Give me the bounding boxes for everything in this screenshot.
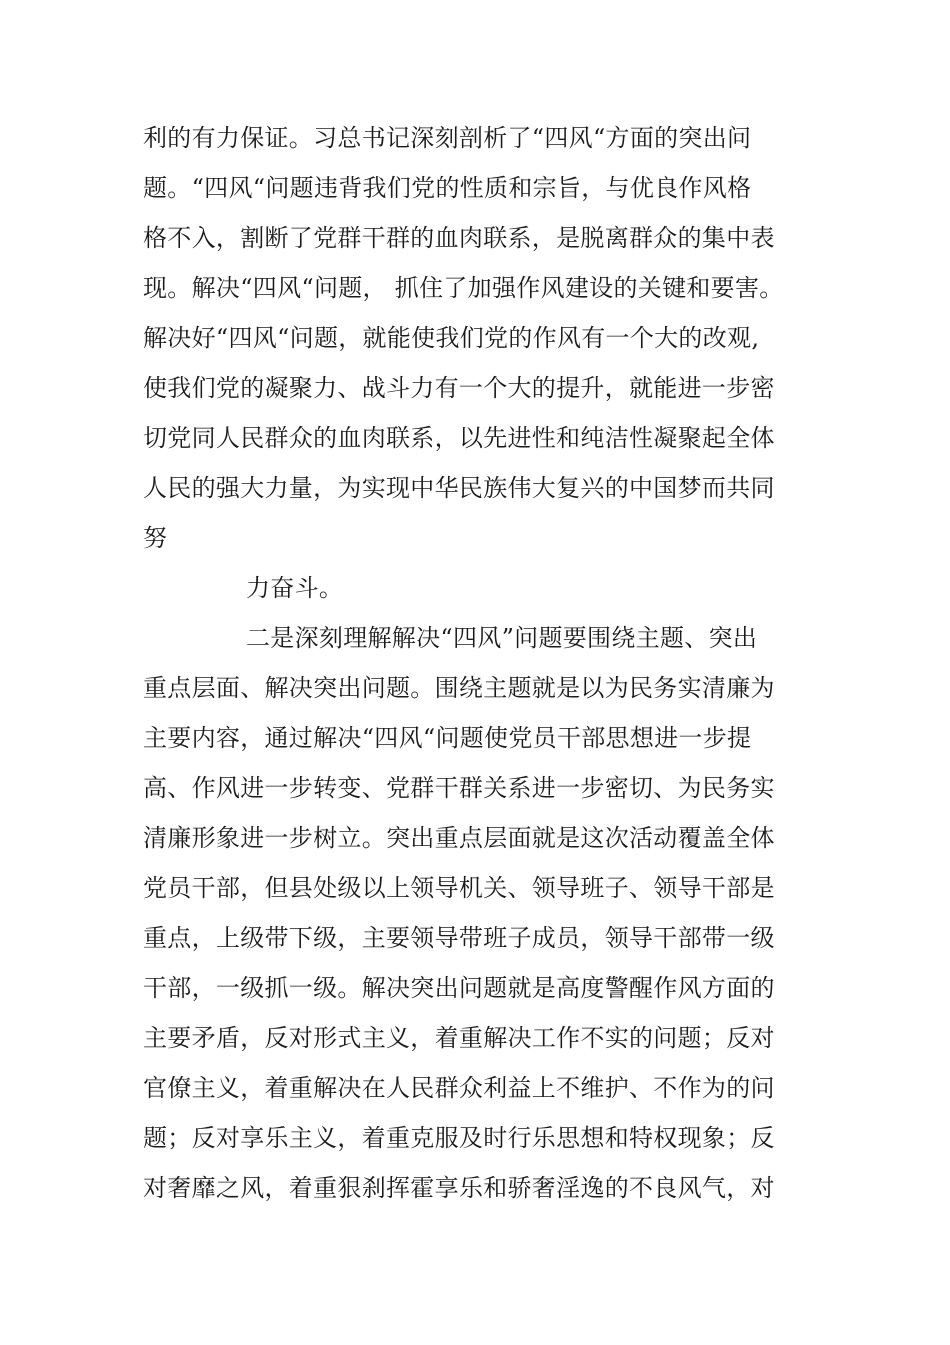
text-line: 主要矛盾，反对形式主义，着重解决工作不实的问题；反对 [143, 1024, 775, 1052]
text-line: 高、作风进一步转变、党群干群关系进一步密切、为民务实 [143, 774, 775, 802]
text-line: 努 [143, 524, 168, 552]
text-line: 解决好“四风“问题，就能使我们党的作风有一个大的改观, [143, 324, 760, 352]
text-line: 重点，上级带下级，主要领导带班子成员，领导干部带一级 [143, 924, 775, 952]
text-line: 力奋斗。 [246, 574, 344, 602]
text-line: 利的有力保证。习总书记深刻剖析了“四风“方面的突出问 [143, 124, 752, 152]
text-line: 重点层面、解决突出问题。围绕主题就是以为民务实清廉为 [143, 674, 775, 702]
paragraph-start-line: 二是深刻理解解决“四风”问题要围绕主题、突出 [246, 624, 758, 652]
text-line: 格不入，割断了党群干群的血肉联系，是脱离群众的集中表 [143, 224, 775, 252]
text-line: 题。“四风“问题违背我们党的性质和宗旨，与优良作风格 [143, 174, 752, 202]
text-line: 清廉形象进一步树立。突出重点层面就是这次活动覆盖全体 [143, 824, 775, 852]
text-line: 干部，一级抓一级。解决突出问题就是高度警醒作风方面的 [143, 974, 775, 1002]
text-line: 人民的强大力量，为实现中华民族伟大复兴的中国梦而共同 [143, 474, 775, 502]
body-text [143, 113, 783, 1213]
text-line: 对奢靡之风，着重狠刹挥霍享乐和骄奢淫逸的不良风气，对 [143, 1174, 775, 1202]
text-line: 切党同人民群众的血肉联系，以先进性和纯洁性凝聚起全体 [143, 424, 775, 452]
text-line: 党员干部，但县处级以上领导机关、领导班子、领导干部是 [143, 874, 775, 902]
text-line: 主要内容，通过解决“四风“问题使党员干部思想进一步提 [143, 724, 752, 752]
text-line: 题；反对享乐主义，着重克服及时行乐思想和特权现象；反 [143, 1124, 775, 1152]
text-line: 现。解决“四风“问题， 抓住了加强作风建设的关键和要害。 [143, 274, 784, 302]
text-line: 官僚主义，着重解决在人民群众利益上不维护、不作为的问 [143, 1074, 775, 1102]
text-line: 使我们党的凝聚力、战斗力有一个大的提升，就能进一步密 [143, 374, 775, 402]
